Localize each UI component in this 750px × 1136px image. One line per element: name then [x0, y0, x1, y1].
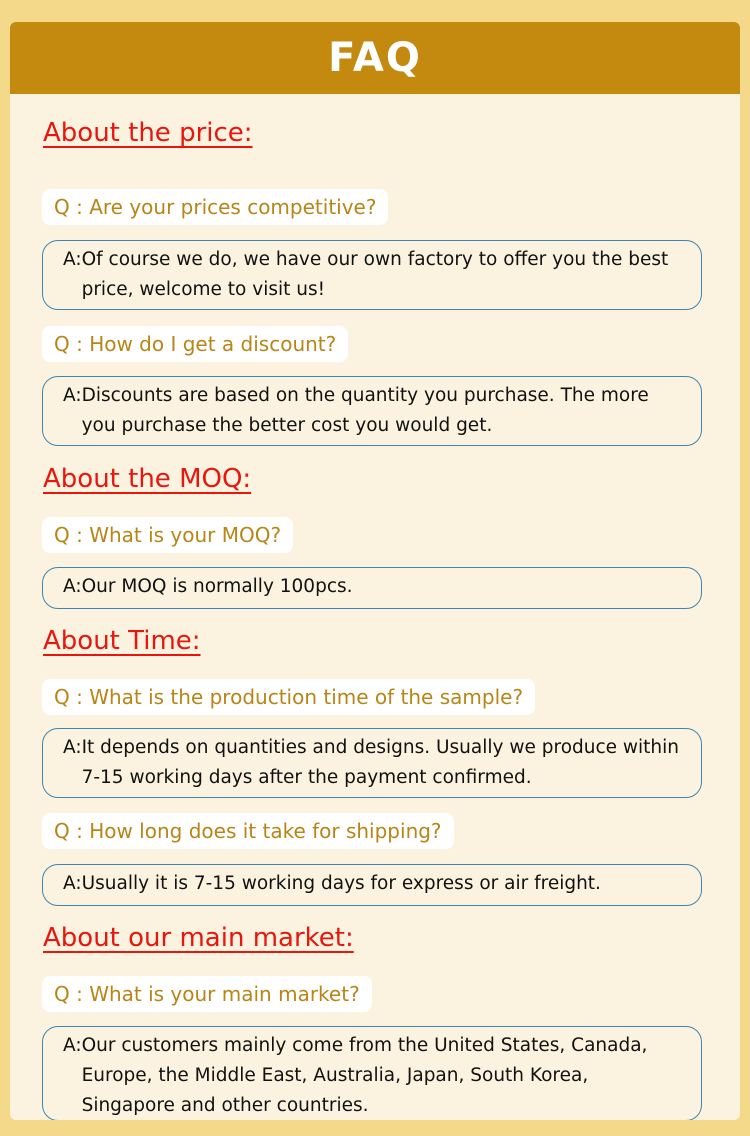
answer-box — [42, 240, 702, 310]
answer-prefix: A: — [63, 1035, 82, 1056]
answer-box — [42, 1026, 702, 1120]
section-title-price: About the price: — [43, 118, 253, 148]
faq-header — [10, 22, 740, 94]
section-title-moq: About the MOQ: — [43, 464, 252, 494]
answer-text: Our customers mainly come from the United States, Canada, Europe, the Middle East, Australia, Japan, South Korea, Singapore and other countries. — [81, 1035, 648, 1116]
question-pill: Q : What is the production time of the sample? — [42, 679, 535, 715]
question-pill: Q : How long does it take for shipping? — [42, 813, 454, 849]
answer-prefix: A: — [63, 737, 82, 758]
answer-box — [42, 376, 702, 446]
answer-text: It depends on quantities and designs. Usually we produce within 7-15 working days after the payment confirmed. — [81, 737, 680, 788]
answer-box — [42, 728, 702, 798]
answer-prefix: A: — [63, 873, 82, 894]
answer-prefix: A: — [63, 385, 82, 406]
question-pill: Q : What is your main market? — [42, 976, 372, 1012]
answer-text: Usually it is 7-15 working days for express or air freight. — [81, 873, 601, 894]
answer-box — [42, 567, 702, 609]
answer-box — [42, 864, 702, 906]
question-pill: Q : What is your MOQ? — [42, 517, 293, 553]
page-title: FAQ — [328, 35, 422, 81]
answer-prefix: A: — [63, 249, 82, 270]
answer-text: Of course we do, we have our own factory to offer you the best price, welcome to visit us! — [81, 249, 669, 300]
faq-panel — [10, 22, 740, 1120]
answer-prefix: A: — [63, 576, 82, 597]
question-pill: Q : How do I get a discount? — [42, 326, 348, 362]
answer-text: Discounts are based on the quantity you purchase. The more you purchase the better cost you would get. — [81, 385, 649, 436]
section-title-market: About our main market: — [43, 923, 354, 953]
section-title-time: About Time: — [43, 626, 201, 656]
answer-text: Our MOQ is normally 100pcs. — [81, 576, 353, 597]
question-pill: Q : Are your prices competitive? — [42, 189, 388, 225]
